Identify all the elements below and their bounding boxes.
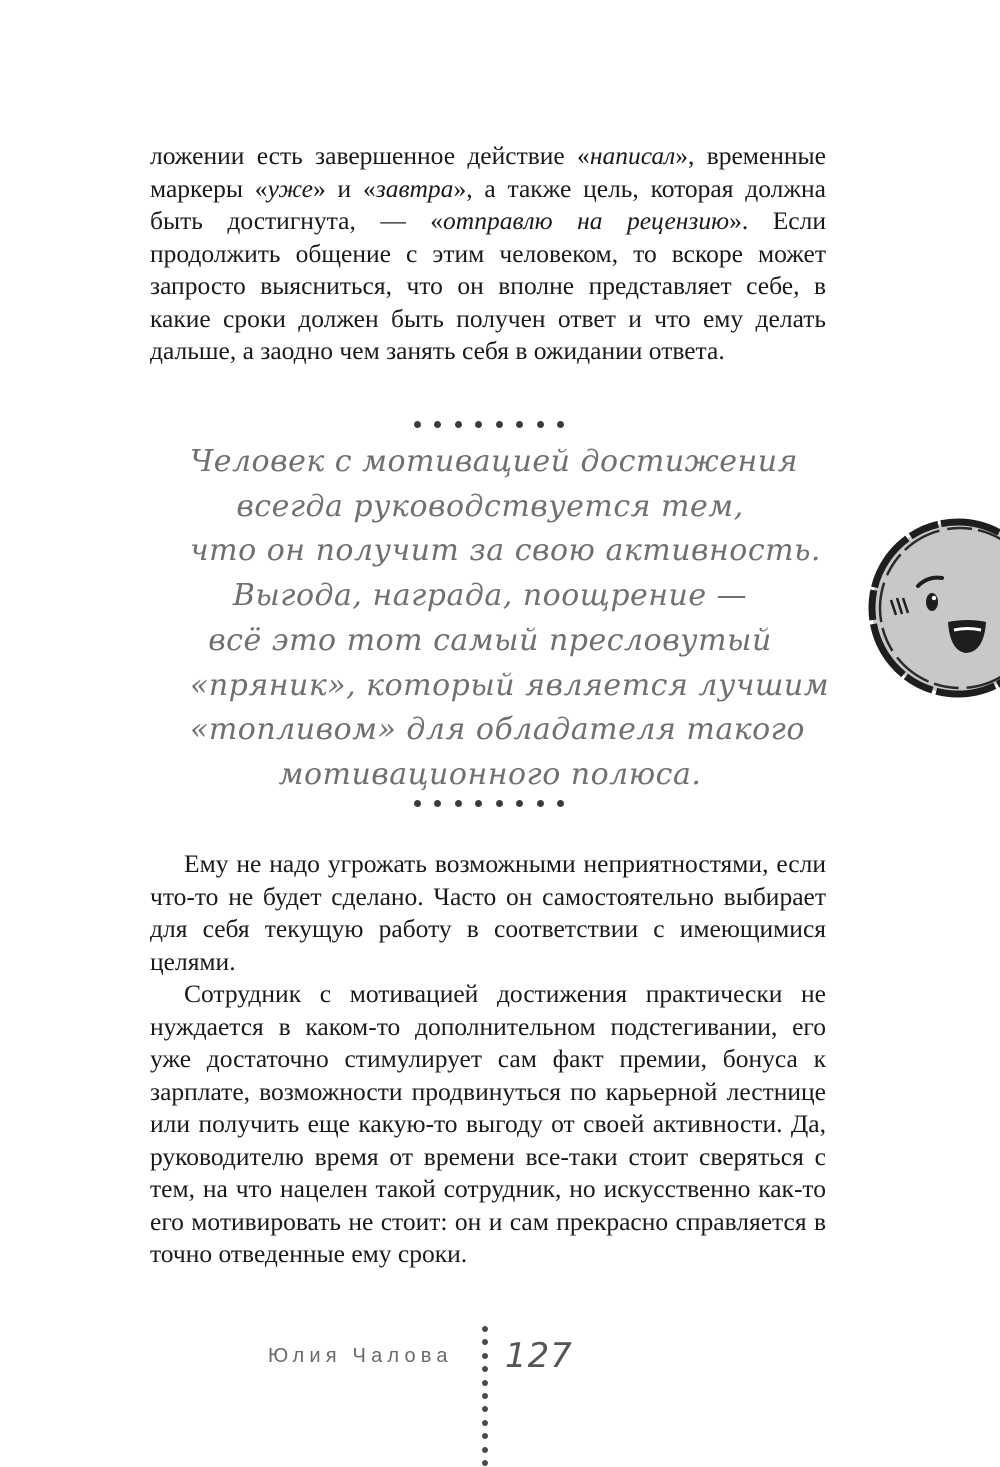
page-number: 127	[505, 1336, 573, 1376]
footer-vertical-divider	[481, 1326, 489, 1466]
footer-author: Юлия Чалова	[268, 1345, 453, 1367]
quote-line: «топливом» для обладателя такого	[190, 712, 805, 748]
quote-line: мотивационного полюса.	[278, 756, 702, 792]
smiling-face-icon	[866, 518, 1000, 698]
emphasis-written: написал	[589, 141, 676, 170]
body-paragraph: Ему не надо угрожать возможными неприятностями, если что-то не будет сделано. Часто он самостоятельно выбирает для себя текущую работу в соответствии с имеющимися целями.	[150, 849, 826, 976]
quote-line: Выгода, награда, поощрение —	[232, 578, 748, 614]
quote-line: «пряник», который является лучшим	[190, 667, 830, 703]
quote-top-divider	[414, 418, 564, 430]
emphasis-already: уже	[267, 173, 313, 203]
quote-line: всё это тот самый пресловутый	[208, 622, 772, 658]
emphasis-send-for-review: отправлю на рецензию	[443, 206, 730, 235]
quote-bottom-divider	[414, 797, 564, 809]
body-paragraph: Сотрудник с мотивацией достижения практически не нуждается в каком-то дополнительном подстегивании, его уже достаточно стимулирует сам факт премии, бонуса к зарплате, возможности продвинуться по карьерной лестнице или получить еще какую-то выгоду от своей активности. Да, руководителю время от времени все-таки стоит сверяться с тем, на что нацелен такой сотрудник, но искусственно как-то его мотивировать не стоит: он и сам прекрасно справляется в точно отведенные ему сроки.	[150, 979, 826, 1268]
quote-line: Человек с мотивацией достижения	[190, 444, 798, 479]
emphasis-tomorrow: завтра	[375, 173, 454, 203]
handwritten-quote	[190, 440, 830, 798]
top-paragraph: ложении есть завершенное действие «написал», временные маркеры «уже» и «завтра», а также цель, которая должна быть достигнута, — «отправлю на рецензию». Если продолжить общение с этим человеком, то вскоре может запросто выясниться, что он вполне представляет себе, в какие сроки должен быть получен ответ и что ему делать дальше, а заодно чем занять себя в ожидании ответа.	[150, 141, 826, 365]
quote-line: всегда руководствуется тем,	[236, 488, 744, 524]
quote-line: что он получит за свою активность.	[190, 533, 821, 569]
